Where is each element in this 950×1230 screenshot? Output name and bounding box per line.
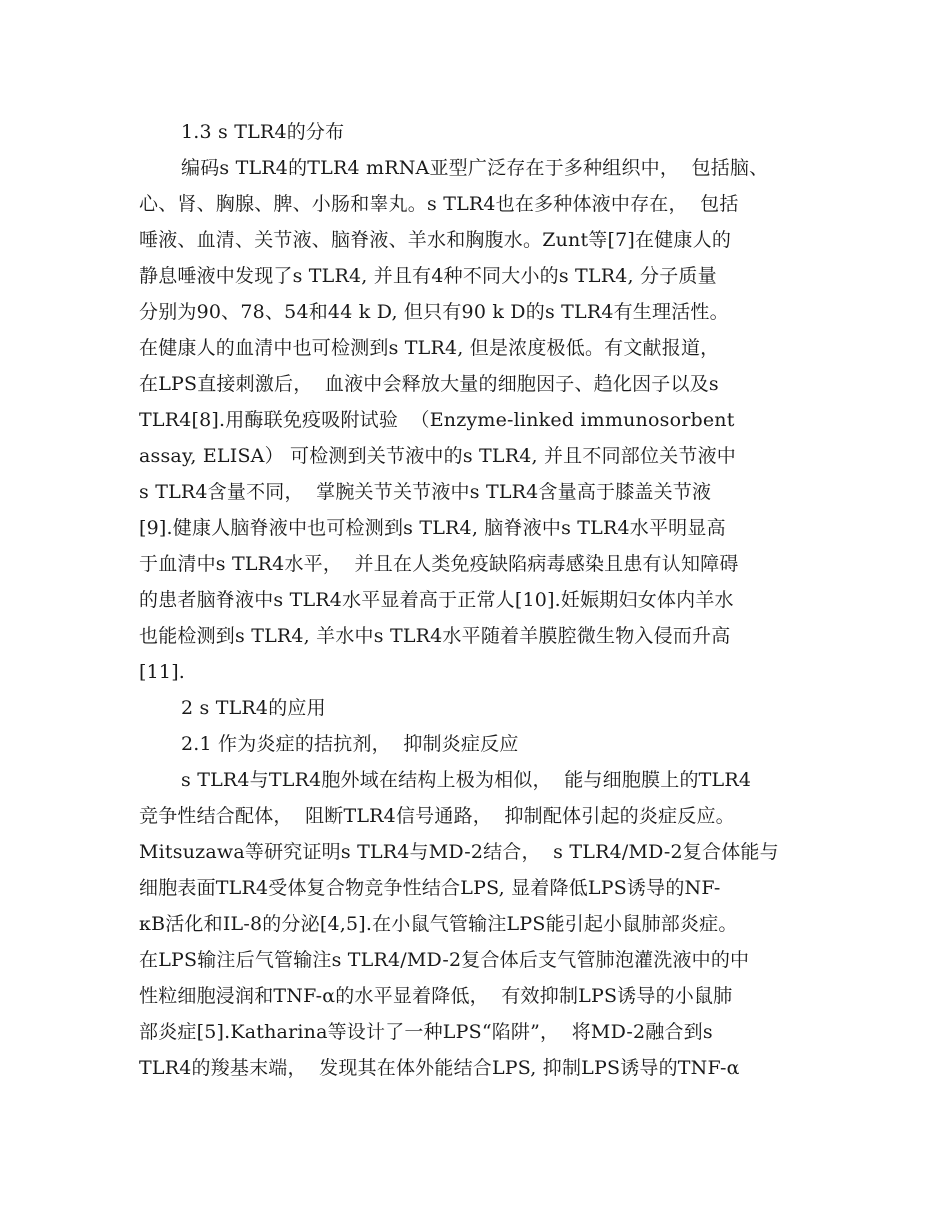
section-heading-1-3: 1.3 s TLR4的分布 <box>181 121 345 143</box>
paragraph-line: 在LPS输注后气管输注s TLR4/MD-2复合体后支气管肺泡灌洗液中的中 <box>139 949 750 971</box>
paragraph-line: 在LPS直接刺激后， 血液中会释放大量的细胞因子、趋化因子以及s <box>139 373 719 395</box>
paragraph-line: 细胞表面TLR4受体复合物竞争性结合LPS, 显着降低LPS诱导的NF- <box>139 877 721 899</box>
paragraph-line: s TLR4与TLR4胞外域在结构上极为相似， 能与细胞膜上的TLR4 <box>181 769 752 791</box>
section-heading-2: 2 s TLR4的应用 <box>181 697 326 719</box>
paragraph-line: [9].健康人脑脊液中也可检测到s TLR4, 脑脊液中s TLR4水平明显高 <box>139 517 726 539</box>
paragraph-line: assay, ELISA） 可检测到关节液中的s TLR4, 并且不同部位关节液中 <box>139 445 736 467</box>
paragraph-line: 编码s TLR4的TLR4 mRNA亚型广泛存在于多种组织中， 包括脑、 <box>181 157 769 179</box>
paragraph-line: 也能检测到s TLR4, 羊水中s TLR4水平随着羊膜腔微生物入侵而升高 <box>139 625 731 647</box>
section-heading-2-1: 2.1 作为炎症的拮抗剂， 抑制炎症反应 <box>181 733 519 755</box>
paragraph-line: [11]. <box>139 661 186 683</box>
paragraph-line: TLR4的羧基末端， 发现其在体外能结合LPS, 抑制LPS诱导的TNF-α <box>139 1057 740 1079</box>
paragraph-line: 竞争性结合配体， 阻断TLR4信号通路， 抑制配体引起的炎症反应。 <box>139 805 735 827</box>
paragraph-line: Mitsuzawa等研究证明s TLR4与MD-2结合， s TLR4/MD-2复合体能与 <box>139 841 779 863</box>
paragraph-line: 的患者脑脊液中s TLR4水平显着高于正常人[10].妊娠期妇女体内羊水 <box>139 589 734 611</box>
paragraph-line: 在健康人的血清中也可检测到s TLR4, 但是浓度极低。有文献报道， <box>139 337 720 359</box>
paragraph-line: s TLR4含量不同， 掌腕关节关节液中s TLR4含量高于膝盖关节液 <box>139 481 712 503</box>
paragraph-line: 性粒细胞浸润和TNF-α的水平显着降低， 有效抑制LPS诱导的小鼠肺 <box>139 985 733 1007</box>
paragraph-line: 心、肾、胸腺、脾、小肠和睾丸。s TLR4也在多种体液中存在， 包括 <box>139 193 739 215</box>
paragraph-line: 唾液、血清、关节液、脑脊液、羊水和胸腹水。Zunt等[7]在健康人的 <box>139 229 732 251</box>
paragraph-line: 分别为90、78、54和44 k D, 但只有90 k D的s TLR4有生理活性。 <box>139 301 729 323</box>
paragraph-line: 静息唾液中发现了s TLR4, 并且有4种不同大小的s TLR4, 分子质量 <box>139 265 717 287</box>
paragraph-line: TLR4[8].用酶联免疫吸附试验 （Enzyme-linked immunosorbent <box>139 409 735 431</box>
paragraph-line: κB活化和IL-8的分泌[4,5].在小鼠气管输注LPS能引起小鼠肺部炎症。 <box>139 913 738 935</box>
paragraph-line: 于血清中s TLR4水平， 并且在人类免疫缺陷病毒感染且患有认知障碍 <box>139 553 739 575</box>
paragraph-line: 部炎症[5].Katharina等设计了一种LPS“陷阱”， 将MD-2融合到s <box>139 1021 713 1043</box>
